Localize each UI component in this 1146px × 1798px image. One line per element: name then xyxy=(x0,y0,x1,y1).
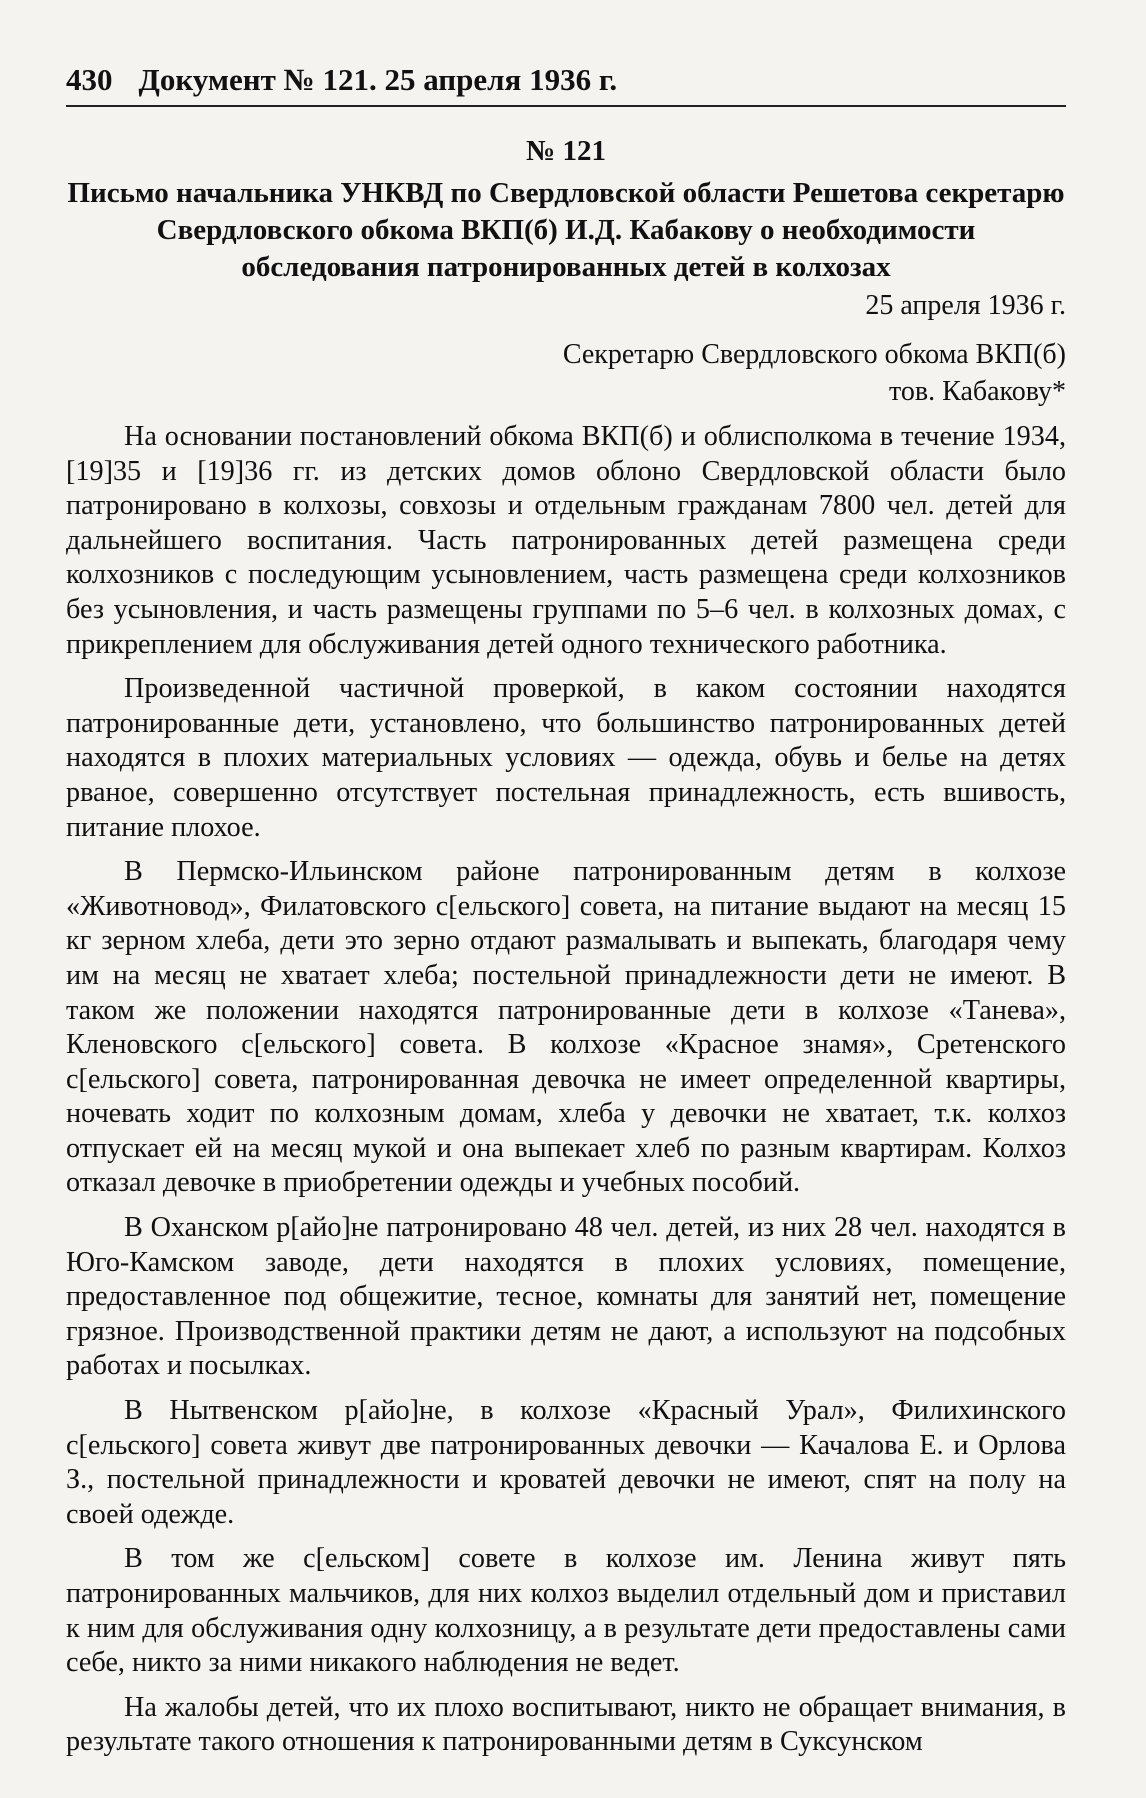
document-number: № 121 xyxy=(526,135,606,167)
document-title: Письмо начальника УНКВД по Свердловской области Решетова секретарю Свердловского обкома ВКП(б) И.Д. Кабакову о необходимости обследования патронированных детей в колхозах xyxy=(67,177,1065,283)
paragraph: На жалобы детей, что их плохо воспитывают, никто не обращает внимания, в результате такого отношения к патронированными детям в Суксунском xyxy=(66,1691,1066,1758)
addressee-line-2: тов. Кабакову* xyxy=(889,376,1066,407)
page-number: 430 xyxy=(66,62,113,97)
document-date: 25 апреля 1936 г. xyxy=(865,290,1066,321)
paragraph: В Пермско-Ильинском районе патронированным детям в колхозе «Животновод», Филатовского с[ельского] совета, на питание выдают на месяц 15 кг зерном хлеба, дети это зерно отдают размалывать и выпекать, благодаря чему им на месяц не хватает хлеба; постельной принадлежности дети не имеют. В таком же положении находятся патронированные дети в колхозе «Танева», Кленовского с[ельского] совета. В колхозе «Красное знамя», Сретенского с[ельского] совета, патронированная девочка не имеет определенной квартиры, ночевать ходит по колхозным домам, хлеба у девочки не хватает, т.к. колхоз отпускает ей на месяц мукой и она выпекает хлеб по разным квартирам. Колхоз отказал девочке в приобретении одежды и учебных пособий. xyxy=(66,856,1066,1199)
addressee xyxy=(66,336,1066,410)
addressee-line-1: Секретарю Свердловского обкома ВКП(б) xyxy=(562,339,1066,370)
paragraph: В Нытвенском р[айо]не, в колхозе «Красный Урал», Филихинского с[ельского] совета живут две патронированных девочки — Качалова Е. и Орлова З., постельной принадлежности и кроватей девочки не имеют, спят на полу на своей одежде. xyxy=(66,1395,1066,1530)
paragraph: На основании постановлений обкома ВКП(б) и облисполкома в течение 1934, [19]35 и [19]36 гг. из детских домов облоно Свердловской области было патронировано в колхозы, совхозы и отдельным гражданам 7800 чел. детей для дальнейшего воспитания. Часть патронированных детей размещена среди колхозников с последующим усыновлением, часть размещена среди колхозников без усыновления, и часть размещены группами по 5–6 чел. в колхозных домах, с прикреплением для обслуживания детей одного технического работника. xyxy=(66,421,1066,660)
paragraph: В Оханском р[айо]не патронировано 48 чел. детей, из них 28 чел. находятся в Юго-Камском заводе, дети находятся в плохих условиях, помещение, предоставленное под общежитие, тесное, комнаты для занятий нет, помещение грязное. Производственной практики детям не дают, а используют на подсобных работах и посылках. xyxy=(66,1212,1066,1382)
paragraph: В том же с[ельском] совете в колхозе им. Ленина живут пять патронированных мальчиков, для них колхоз выделил отдельный дом и приставил к ним для обслуживания одну колхозницу, а в результате дети предоставлены сами себе, никто за ними никакого наблюдения не ведет. xyxy=(66,1543,1066,1679)
paragraph: Произведенной частичной проверкой, в каком состоянии находятся патронированные дети, установлено, что большинство патронированных детей находятся в плохих материальных условиях — одежда, обувь и белье на детях рваное, совершенно отсутствует постельная принадлежность, есть вшивость, питание плохое. xyxy=(66,673,1066,843)
running-header xyxy=(66,62,1066,107)
letter-body xyxy=(66,420,1066,1760)
running-title: Документ № 121. 25 апреля 1936 г. xyxy=(138,62,618,97)
